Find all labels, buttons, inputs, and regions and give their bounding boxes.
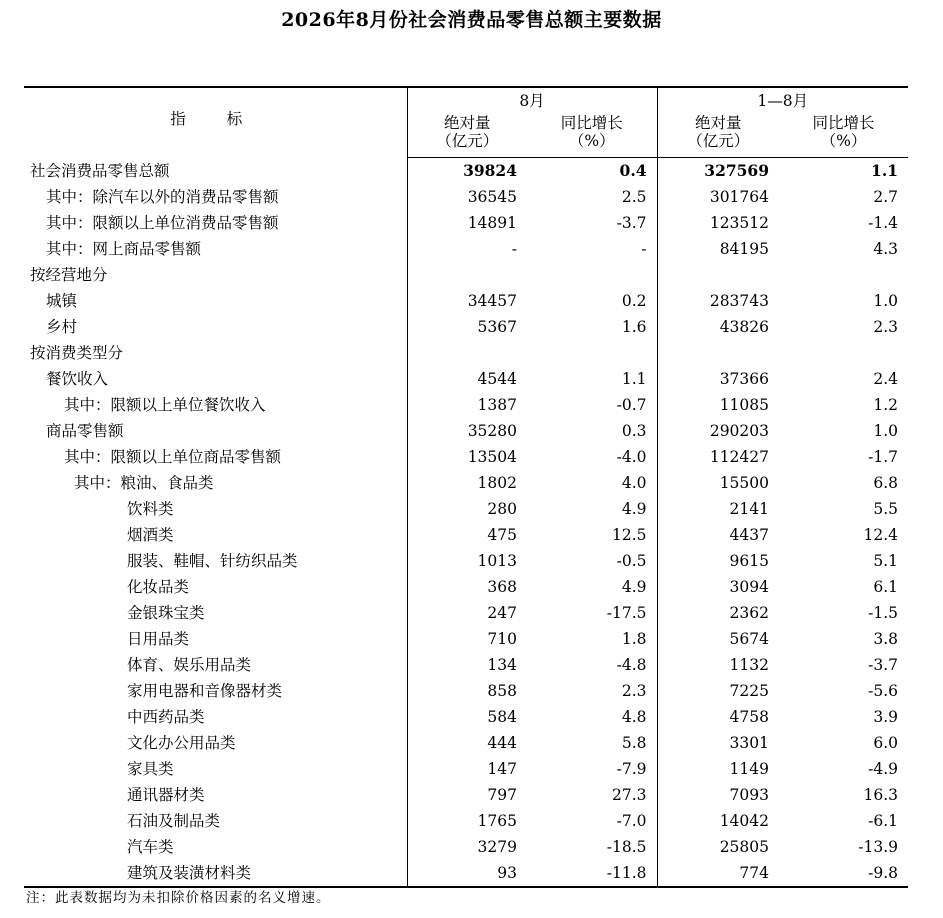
- row-label: 家用电器和音像器材类: [127, 682, 283, 700]
- row-label: 建筑及装潢材料类: [24, 860, 407, 887]
- month-growth-cell: 2.5: [621, 188, 647, 206]
- period-header-cumulative: 1—8月: [657, 87, 908, 114]
- table-row: [24, 626, 908, 652]
- month-growth-cell: 0.4: [619, 161, 647, 180]
- cumulative-absolute-header: [657, 114, 779, 158]
- cumulative-growth-header: [779, 114, 908, 158]
- table-row: [24, 678, 908, 704]
- month-absolute-cell: 797: [407, 782, 527, 808]
- table-row: [24, 470, 908, 496]
- month-absolute-cell: [407, 340, 527, 366]
- month-absolute-cell: 247: [407, 600, 527, 626]
- row-label: 文化办公用品类: [127, 734, 236, 752]
- cumulative-growth-cell: 3.9: [873, 708, 899, 726]
- cumulative-absolute-cell: 11085: [657, 392, 779, 418]
- month-absolute-cell: 39824: [407, 158, 527, 185]
- month-growth-cell: -0.7: [616, 396, 647, 414]
- month-growth-cell: 4.9: [621, 578, 647, 596]
- cumulative-absolute-cell: 283743: [657, 288, 779, 314]
- row-label: 烟酒类: [127, 526, 174, 544]
- table-row: [24, 522, 908, 548]
- month-absolute-cell: 134: [407, 652, 527, 678]
- indicator-header: [24, 87, 407, 158]
- growth-header-line1: 同比增长: [812, 114, 875, 132]
- month-growth-cell: -4.0: [616, 448, 647, 466]
- month-absolute-cell: 34457: [407, 288, 527, 314]
- cumulative-growth-cell: 2.4: [873, 370, 899, 388]
- row-label: 按经营地分: [30, 266, 108, 284]
- cumulative-absolute-cell: 3301: [657, 730, 779, 756]
- month-absolute-cell: 280: [407, 496, 527, 522]
- cumulative-absolute-cell: 25805: [657, 834, 779, 860]
- table-row: [24, 782, 908, 808]
- cumulative-absolute-cell: 290203: [657, 418, 779, 444]
- cumulative-absolute-cell: 123512: [657, 210, 779, 236]
- cumulative-growth-cell: 5.1: [873, 552, 899, 570]
- month-absolute-cell: 13504: [407, 444, 527, 470]
- table-row: [24, 704, 908, 730]
- month-growth-cell: 1.1: [621, 370, 647, 388]
- row-label: 饮料类: [127, 500, 174, 518]
- month-absolute-cell: 35280: [407, 418, 527, 444]
- month-absolute-cell: -: [407, 236, 527, 262]
- row-label: 中西药品类: [127, 708, 205, 726]
- table-row: [24, 184, 908, 210]
- cumulative-growth-cell: 5.5: [873, 500, 899, 518]
- cumulative-growth-cell: 6.0: [873, 734, 899, 752]
- month-growth-cell: 5.8: [621, 734, 647, 752]
- row-label: 其中：限额以上单位商品零售额: [64, 448, 282, 466]
- month-growth-cell: 4.9: [621, 500, 647, 518]
- month-absolute-cell: 444: [407, 730, 527, 756]
- table-row: [24, 860, 908, 887]
- table-row: [24, 600, 908, 626]
- month-absolute-cell: 475: [407, 522, 527, 548]
- month-absolute-header: [407, 114, 527, 158]
- cumulative-growth-cell: 2.3: [873, 318, 899, 336]
- row-label: 其中：粮油、食品类: [74, 474, 214, 492]
- month-growth-cell: -17.5: [606, 604, 647, 622]
- abs-header-line1: 绝对量: [443, 114, 491, 132]
- cumulative-absolute-cell: 112427: [657, 444, 779, 470]
- month-absolute-cell: [407, 262, 527, 288]
- table-row: [24, 496, 908, 522]
- growth-header-line2: （%）: [568, 132, 615, 150]
- month-growth-cell: [527, 262, 657, 288]
- month-absolute-cell: 5367: [407, 314, 527, 340]
- table-row: [24, 730, 908, 756]
- cumulative-absolute-cell: 84195: [657, 236, 779, 262]
- table-row: [24, 262, 908, 288]
- month-absolute-cell: 1013: [407, 548, 527, 574]
- month-absolute-cell: 14891: [407, 210, 527, 236]
- row-label: 其中：除汽车以外的消费品零售额: [46, 188, 279, 206]
- month-growth-cell: [527, 340, 657, 366]
- indicator-header-label: 指 标: [170, 110, 261, 128]
- table-row: [24, 392, 908, 418]
- month-growth-cell: -3.7: [616, 214, 647, 232]
- cumulative-growth-cell: -1.5: [868, 604, 899, 622]
- cumulative-growth-cell: -6.1: [868, 812, 899, 830]
- month-absolute-cell: 147: [407, 756, 527, 782]
- table-row: [24, 210, 908, 236]
- month-growth-cell: 0.3: [621, 422, 647, 440]
- cumulative-growth-cell: 16.3: [863, 786, 899, 804]
- row-label: 其中：限额以上单位消费品零售额: [46, 214, 279, 232]
- cumulative-growth-cell: 6.1: [873, 578, 899, 596]
- row-label: 化妆品类: [127, 578, 190, 596]
- cumulative-growth-cell: -1.7: [868, 448, 899, 466]
- month-absolute-cell: 584: [407, 704, 527, 730]
- cumulative-absolute-cell: 3094: [657, 574, 779, 600]
- row-label: 体育、娱乐用品类: [127, 656, 252, 674]
- cumulative-growth-cell: [779, 262, 908, 288]
- month-absolute-cell: 858: [407, 678, 527, 704]
- table-row: [24, 158, 908, 185]
- month-growth-cell: 4.0: [621, 474, 647, 492]
- row-label: 服装、鞋帽、针纺织品类: [127, 552, 298, 570]
- month-growth-cell: -7.9: [616, 760, 647, 778]
- month-growth-cell: -: [641, 240, 647, 258]
- month-absolute-cell: 1765: [407, 808, 527, 834]
- cumulative-absolute-cell: 774: [657, 860, 779, 887]
- cumulative-growth-cell: -5.6: [868, 682, 899, 700]
- month-growth-cell: 27.3: [611, 786, 647, 804]
- month-growth-cell: 2.3: [621, 682, 647, 700]
- table-row: [24, 366, 908, 392]
- cumulative-growth-cell: [779, 340, 908, 366]
- cumulative-absolute-cell: 43826: [657, 314, 779, 340]
- row-label: 按消费类型分: [30, 344, 124, 362]
- month-absolute-cell: 36545: [407, 184, 527, 210]
- table-row: [24, 574, 908, 600]
- cumulative-growth-cell: -1.4: [868, 214, 899, 232]
- month-absolute-cell: 1387: [407, 392, 527, 418]
- month-absolute-cell: 3279: [407, 834, 527, 860]
- row-label: 城镇: [46, 292, 78, 310]
- cumulative-growth-cell: -4.9: [868, 760, 899, 778]
- table-row: [24, 444, 908, 470]
- month-growth-header: [527, 114, 657, 158]
- table-row: [24, 236, 908, 262]
- table-row: [24, 834, 908, 860]
- cumulative-growth-cell: 1.0: [873, 422, 899, 440]
- cumulative-absolute-cell: 14042: [657, 808, 779, 834]
- cumulative-growth-cell: 3.8: [873, 630, 899, 648]
- cumulative-absolute-cell: 9615: [657, 548, 779, 574]
- cumulative-growth-cell: 4.3: [873, 240, 899, 258]
- month-growth-cell: 0.2: [621, 292, 647, 310]
- cumulative-growth-cell: 1.2: [873, 396, 899, 414]
- month-absolute-cell: 93: [407, 860, 527, 887]
- month-growth-cell: -4.8: [616, 656, 647, 674]
- growth-header-line1: 同比增长: [560, 114, 623, 132]
- retail-sales-table: [24, 86, 908, 888]
- cumulative-growth-cell: 1.0: [873, 292, 899, 310]
- cumulative-absolute-cell: 2362: [657, 600, 779, 626]
- footnote: 注：此表数据均为未扣除价格因素的名义增速。: [26, 890, 331, 906]
- row-label: 通讯器材类: [127, 786, 205, 804]
- cumulative-absolute-cell: 37366: [657, 366, 779, 392]
- month-growth-cell: 1.8: [621, 630, 647, 648]
- row-label: 其中：限额以上单位餐饮收入: [64, 396, 266, 414]
- month-growth-cell: 12.5: [611, 526, 647, 544]
- month-growth-cell: -11.8: [527, 860, 657, 887]
- row-label: 日用品类: [127, 630, 190, 648]
- month-growth-cell: -7.0: [616, 812, 647, 830]
- row-label: 商品零售额: [46, 422, 124, 440]
- month-growth-cell: 4.8: [621, 708, 647, 726]
- table-row: [24, 288, 908, 314]
- row-label: 汽车类: [127, 838, 174, 856]
- cumulative-growth-cell: 12.4: [863, 526, 899, 544]
- row-label: 金银珠宝类: [127, 604, 205, 622]
- month-growth-cell: -0.5: [616, 552, 647, 570]
- cumulative-absolute-cell: 5674: [657, 626, 779, 652]
- abs-header-line2: （亿元）: [436, 132, 499, 150]
- period-header-month: 8月: [407, 87, 657, 114]
- table-row: [24, 652, 908, 678]
- cumulative-absolute-cell: [657, 340, 779, 366]
- cumulative-growth-cell: 2.7: [873, 188, 899, 206]
- month-absolute-cell: 4544: [407, 366, 527, 392]
- cumulative-absolute-cell: 1149: [657, 756, 779, 782]
- page-title: 2026年8月份社会消费品零售总额主要数据: [281, 9, 662, 31]
- cumulative-absolute-cell: 327569: [657, 158, 779, 185]
- table-row: [24, 548, 908, 574]
- abs-header-line2: （亿元）: [687, 132, 750, 150]
- table-row: [24, 314, 908, 340]
- table-header: [24, 87, 908, 158]
- table-row: [24, 756, 908, 782]
- growth-header-line2: （%）: [820, 132, 867, 150]
- cumulative-absolute-cell: 15500: [657, 470, 779, 496]
- month-absolute-cell: 1802: [407, 470, 527, 496]
- cumulative-absolute-cell: 7093: [657, 782, 779, 808]
- cumulative-growth-cell: -3.7: [868, 656, 899, 674]
- cumulative-absolute-cell: [657, 262, 779, 288]
- row-label: 其中：网上商品零售额: [46, 240, 202, 258]
- cumulative-absolute-cell: 7225: [657, 678, 779, 704]
- cumulative-growth-cell: 6.8: [873, 474, 899, 492]
- month-growth-cell: -18.5: [606, 838, 647, 856]
- row-label: 家具类: [127, 760, 174, 778]
- cumulative-growth-cell: -13.9: [858, 838, 899, 856]
- month-absolute-cell: 368: [407, 574, 527, 600]
- table-row: [24, 418, 908, 444]
- month-growth-cell: 1.6: [621, 318, 647, 336]
- row-label: 餐饮收入: [46, 370, 109, 388]
- cumulative-growth-cell: 1.1: [871, 161, 899, 180]
- abs-header-line1: 绝对量: [694, 114, 742, 132]
- table-row: [24, 340, 908, 366]
- table-row: [24, 808, 908, 834]
- row-label: 社会消费品零售总额: [30, 161, 170, 180]
- cumulative-absolute-cell: 4758: [657, 704, 779, 730]
- table-body: [24, 158, 908, 888]
- cumulative-absolute-cell: 2141: [657, 496, 779, 522]
- cumulative-absolute-cell: 4437: [657, 522, 779, 548]
- cumulative-absolute-cell: 301764: [657, 184, 779, 210]
- row-label: 石油及制品类: [127, 812, 221, 830]
- cumulative-absolute-cell: 1132: [657, 652, 779, 678]
- cumulative-growth-cell: -9.8: [779, 860, 908, 887]
- month-absolute-cell: 710: [407, 626, 527, 652]
- row-label: 乡村: [46, 318, 78, 336]
